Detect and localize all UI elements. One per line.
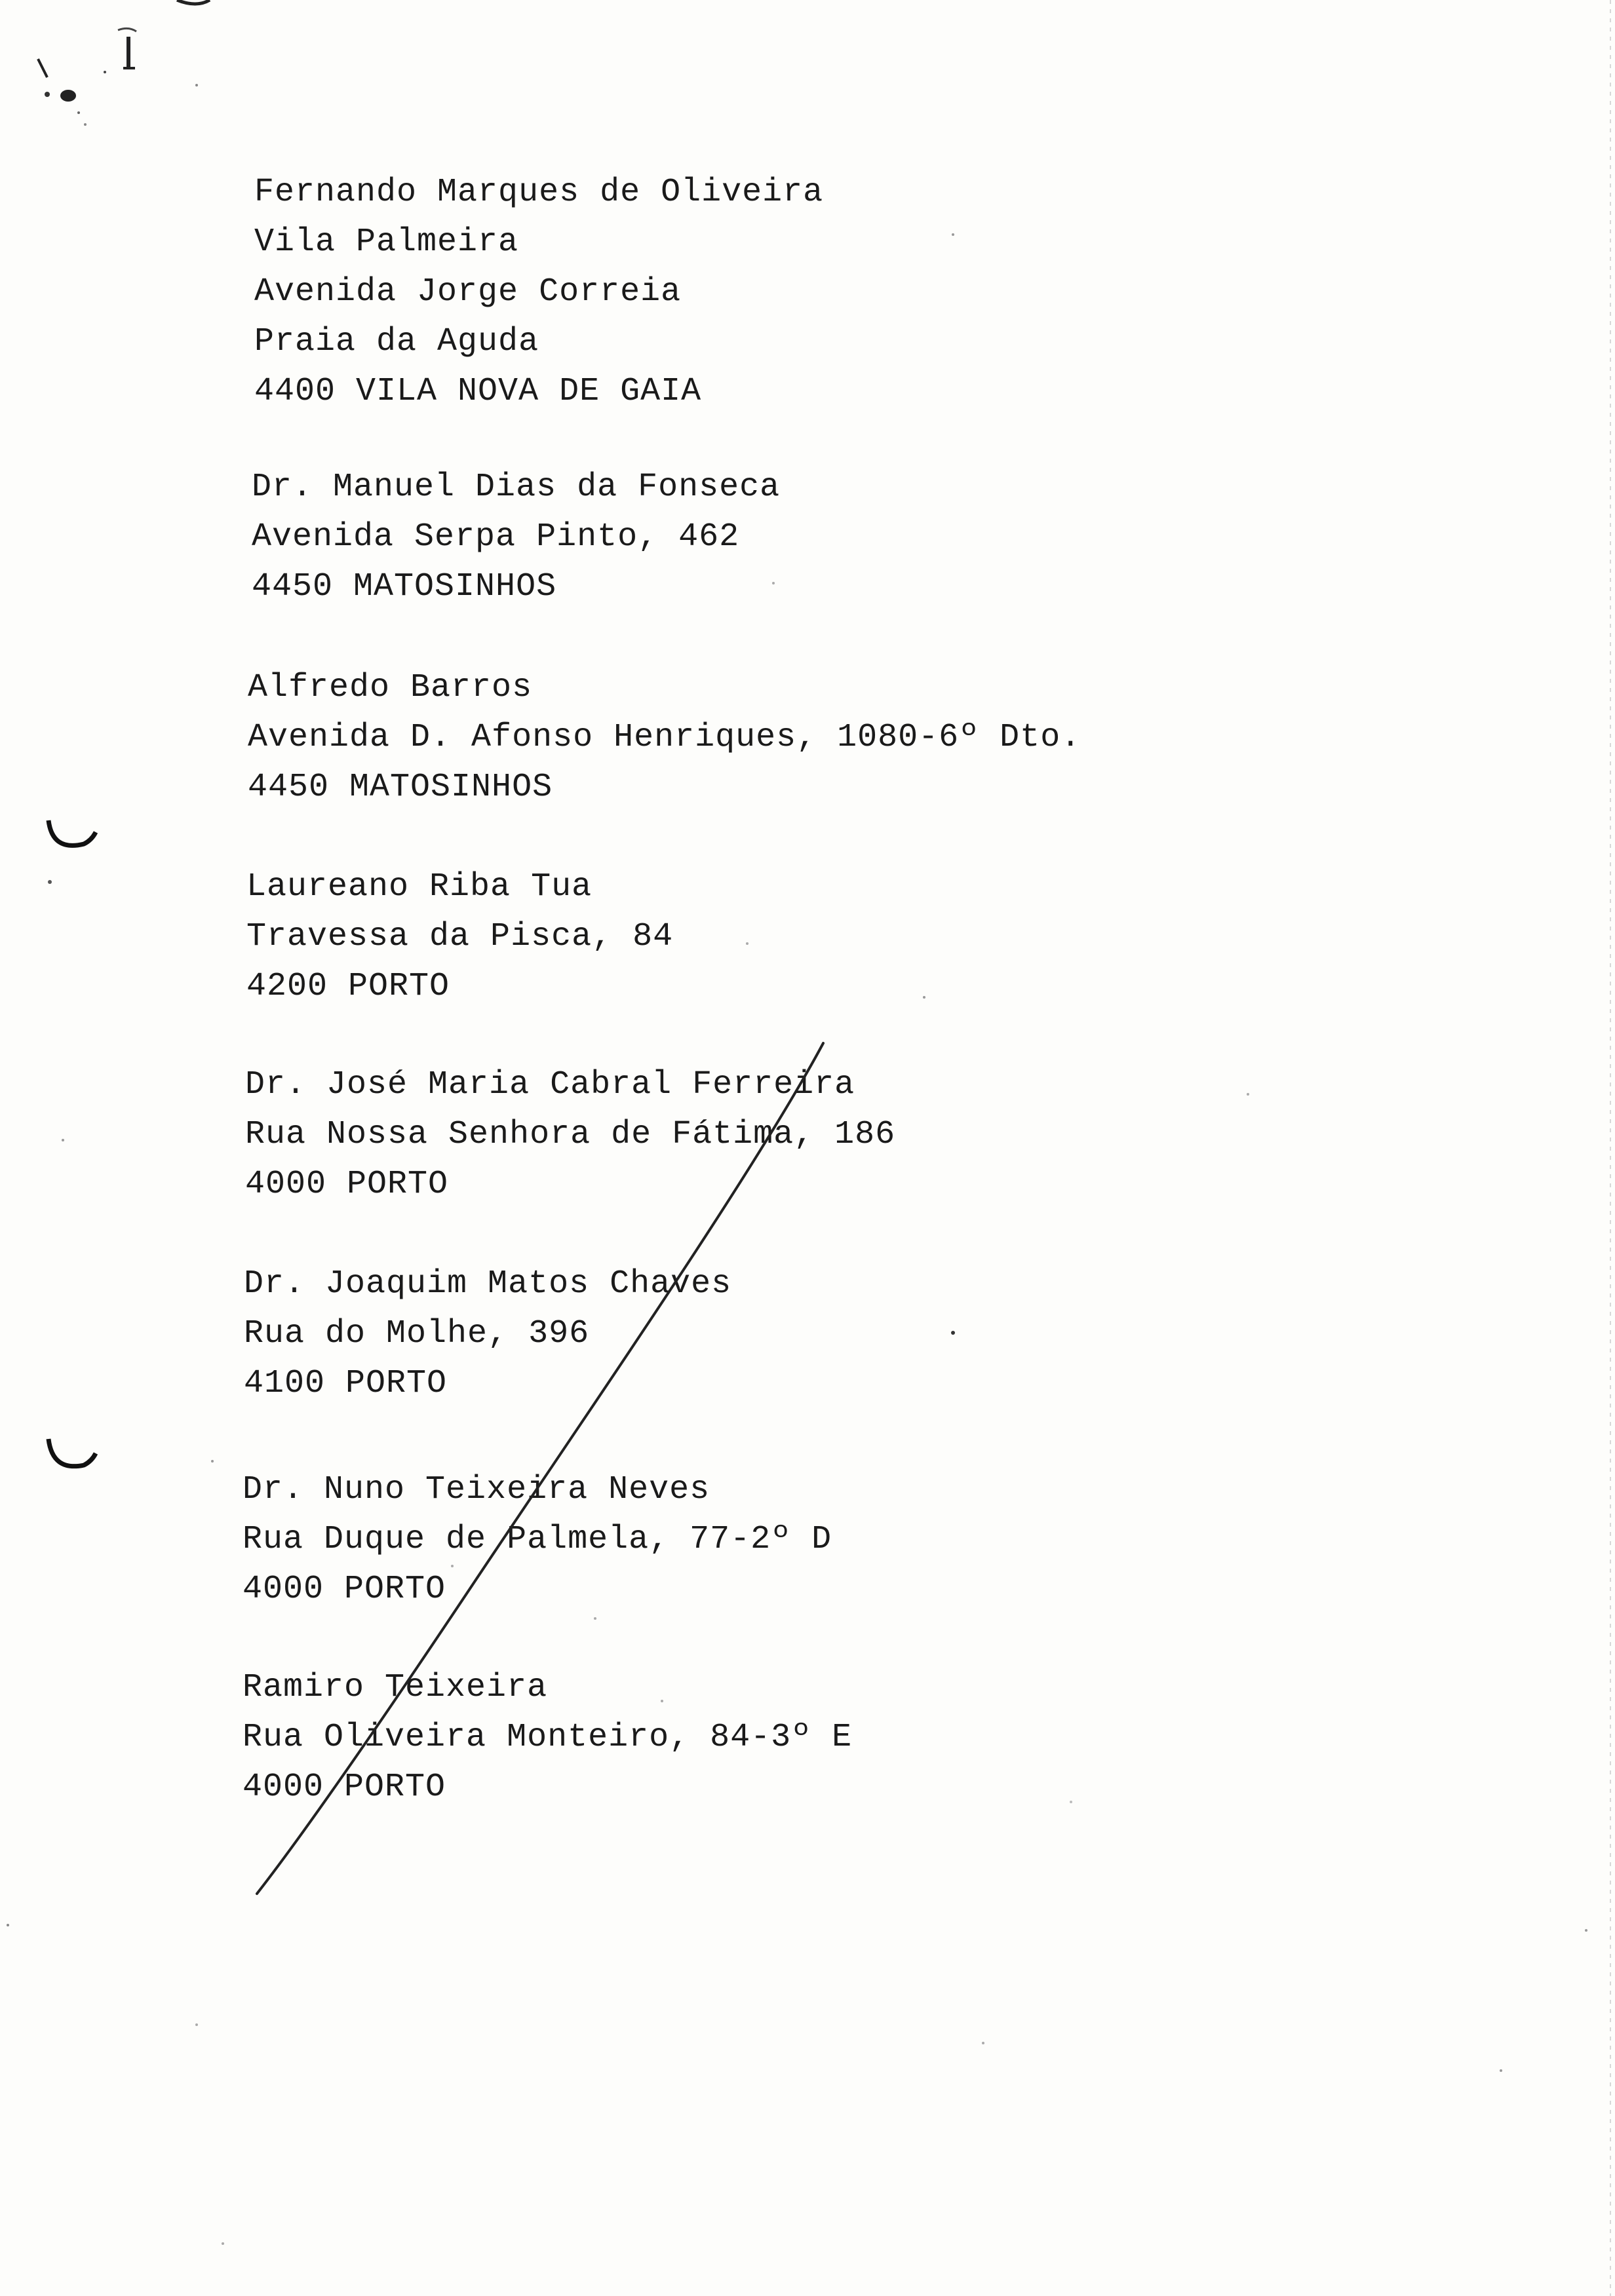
address-entry xyxy=(245,1060,895,1210)
postal-line: 4000 PORTO xyxy=(243,1769,446,1806)
postal-line: 4000 PORTO xyxy=(245,1166,449,1203)
address-entry xyxy=(244,1259,731,1409)
address-entry xyxy=(252,463,780,612)
postal-line: 4450 MATOSINHOS xyxy=(248,769,553,806)
postal-line: 4400 VILA NOVA DE GAIA xyxy=(254,373,702,410)
address-entry xyxy=(254,168,823,417)
address-entry xyxy=(248,663,1081,813)
address-entry xyxy=(243,1465,832,1615)
postal-line: 4000 PORTO xyxy=(243,1571,446,1608)
address-line: Avenida Serpa Pinto, 462 xyxy=(252,518,740,556)
postal-line: 4450 MATOSINHOS xyxy=(252,568,557,605)
address-entry xyxy=(243,1663,852,1812)
recipient-name: Dr. Joaquim Matos Chaves xyxy=(244,1265,732,1303)
recipient-name: Laureano Riba Tua xyxy=(246,868,593,906)
address-line: Rua Oliveira Monteiro, 84-3º E xyxy=(243,1719,853,1756)
address-line: Rua Duque de Palmela, 77-2º D xyxy=(243,1521,832,1558)
recipient-name: Dr. Nuno Teixeira Neves xyxy=(243,1471,710,1508)
address-line: Avenida D. Afonso Henriques, 1080-6º Dto. xyxy=(248,719,1081,756)
address-line: Praia da Aguda xyxy=(254,323,539,360)
recipient-name: Alfredo Barros xyxy=(248,669,533,706)
address-line: Travessa da Pisca, 84 xyxy=(246,918,674,955)
recipient-name: Ramiro Teixeira xyxy=(243,1669,548,1706)
address-line: Rua Nossa Senhora de Fátima, 186 xyxy=(245,1116,896,1153)
postal-line: 4100 PORTO xyxy=(244,1365,448,1402)
postal-line: 4200 PORTO xyxy=(246,968,450,1005)
address-entry xyxy=(246,862,673,1012)
recipient-name: Fernando Marques de Oliveira xyxy=(254,174,824,211)
address-line: Vila Palmeira xyxy=(254,223,519,261)
scan-edge xyxy=(1610,0,1611,2296)
recipient-name: Dr. Manuel Dias da Fonseca xyxy=(252,469,781,506)
address-line: Avenida Jorge Correia xyxy=(254,273,682,311)
address-line: Rua do Molhe, 396 xyxy=(244,1315,590,1352)
recipient-name: Dr. José Maria Cabral Ferreira xyxy=(245,1066,855,1103)
